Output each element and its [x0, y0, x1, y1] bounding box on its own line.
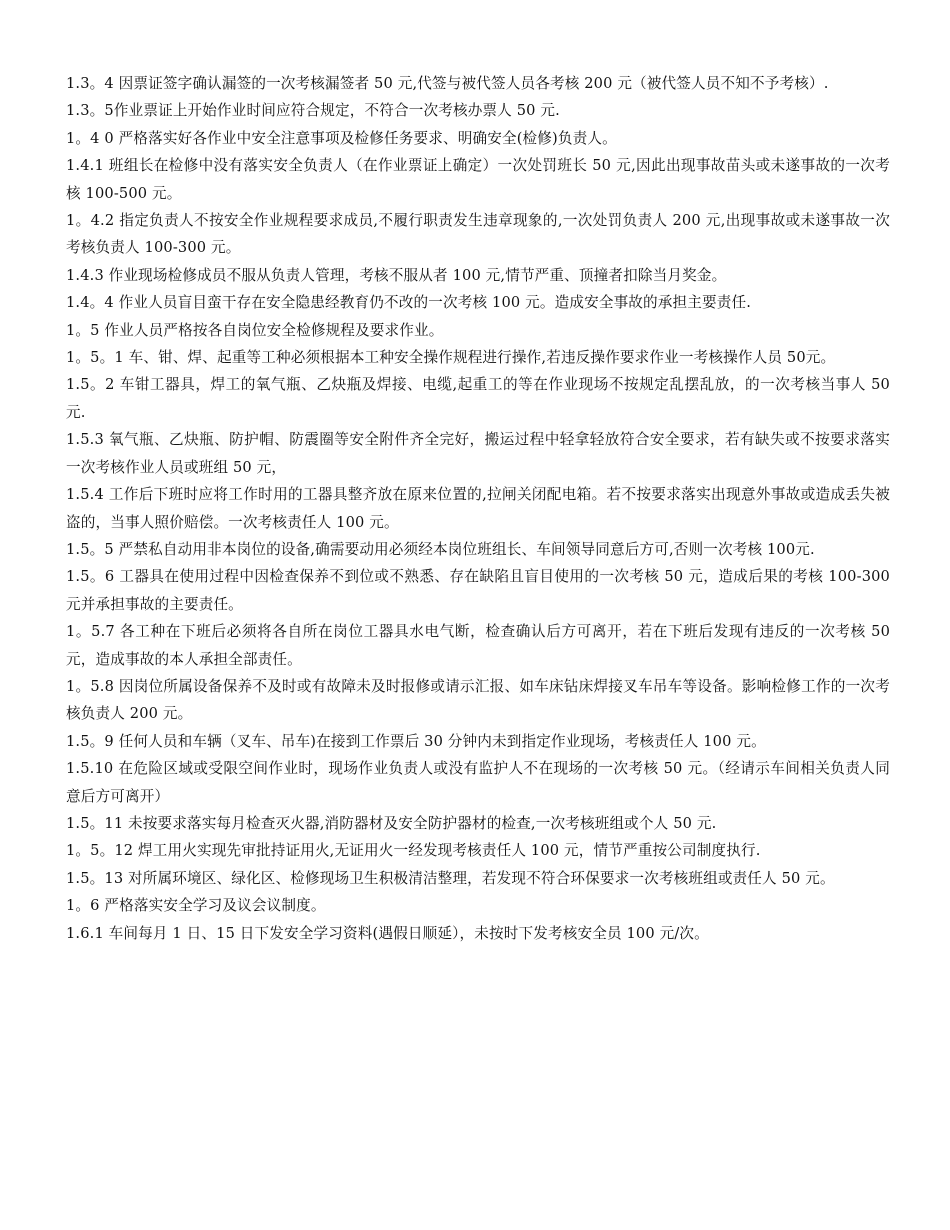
paragraph-1-5-8: 1。5.8 因岗位所属设备保养不及时或有故障未及时报修或请示汇报、如车床钻床焊接叉车吊车等设备。影响检修工作的一次考核负责人 200 元。: [66, 677, 890, 723]
paragraph-1-5-2: 1.5。2 车钳工器具，焊工的氧气瓶、乙炔瓶及焊接、电缆,起重工的等在作业现场不按规定乱摆乱放，的一次考核当事人 50 元.: [66, 376, 890, 421]
paragraph-1-5-12: 1。5。12 焊工用火实现先审批持证用火,无证用火一经发现考核责任人 100 元，情节严重按公司制度执行.: [66, 842, 761, 860]
paragraph-1-3-4: 1.3。4 因票证签字确认漏签的一次考核漏签者 50 元,代签与被代签人员各考核 200 元（被代签人员不知不予考核）.: [66, 75, 829, 92]
paragraph-1-5-13: 1.5。13 对所属环境区、绿化区、检修现场卫生积极清洁整理，若发现不符合环保要求一次考核班组或责任人 50 元。: [66, 869, 835, 887]
paragraph-1-5-9: 1.5。9 任何人员和车辆（叉车、吊车)在接到工作票后 30 分钟内未到指定作业现场，考核责任人 100 元。: [66, 732, 766, 750]
paragraph-1-5-5: 1.5。5 严禁私自动用非本岗位的设备,确需要动用必须经本岗位班组长、车间领导同意后方可,否则一次考核 100元.: [66, 540, 815, 558]
paragraph-1-5-3: 1.5.3 氧气瓶、乙炔瓶、防护帽、防震圈等安全附件齐全完好，搬运过程中轻拿轻放符合安全要求，若有缺失或不按要求落实一次考核作业人员或班组 50 元，: [66, 431, 890, 476]
paragraph-1-6: 1。6 严格落实安全学习及议会议制度。: [66, 897, 326, 915]
paragraph-1-5-6: 1.5。6 工器具在使用过程中因检查保养不到位或不熟悉、存在缺陷且盲目使用的一次考核 50 元，造成后果的考核 100-300 元并承担事故的主要责任。: [66, 568, 890, 613]
paragraph-1-4-1: 1.4.1 班组长在检修中没有落实安全负责人（在作业票证上确定）一次处罚班长 50 元,因此出现事故苗头或未遂事故的一次考核 100-500 元。: [66, 157, 890, 202]
paragraph-1-5: 1。5 作业人员严格按各自岗位安全检修规程及要求作业。: [66, 321, 444, 339]
paragraph-1-5-7: 1。5.7 各工种在下班后必须将各自所在岗位工器具水电气断，检查确认后方可离开，若在下班后发现有违反的一次考核 50 元，造成事故的本人承担全部责任。: [66, 623, 890, 668]
paragraph-1-6-1: 1.6.1 车间每月 1 日、15 日下发安全学习资料(遇假日顺延），未按时下发考核安全员 100 元/次。: [66, 924, 709, 942]
paragraph-1-4-0: 1。4 0 严格落实好各作业中安全注意事项及检修任务要求、明确安全(检修)负责人。: [66, 129, 617, 147]
paragraph-1-5-4: 1.5.4 工作后下班时应将工作时用的工器具整齐放在原来位置的,拉闸关闭配电箱。若不按要求落实出现意外事故或造成丢失被盗的，当事人照价赔偿。一次考核责任人 100 元。: [66, 486, 890, 531]
paragraph-1-4-3: 1.4.3 作业现场检修成员不服从负责人管理，考核不服从者 100 元,情节严重、顶撞者扣除当月奖金。: [66, 266, 727, 284]
paragraph-1-5-10: 1.5.10 在危险区域或受限空间作业时，现场作业负责人或没有监护人不在现场的一次考核 50 元。（经请示车间相关负责人同意后方可离开）: [66, 760, 890, 805]
paragraph-1-3-5: 1.3。5作业票证上开始作业时间应符合规定，不符合一次考核办票人 50 元.: [66, 102, 560, 120]
paragraph-1-5-11: 1.5。11 未按要求落实每月检查灭火器,消防器材及安全防护器材的检查,一次考核班组或个人 50 元.: [66, 814, 717, 832]
paragraph-1-4-2: 1。4.2 指定负责人不按安全作业规程要求成员,不履行职责发生违章现象的,一次处罚负责人 200 元,出现事故或未遂事故一次考核负责人 100-300 元。: [66, 212, 890, 257]
paragraph-1-4-4: 1.4。4 作业人员盲目蛮干存在安全隐患经教育仍不改的一次考核 100 元。造成安全事故的承担主要责任.: [66, 294, 752, 312]
paragraph-1-5-1: 1。5。1 车、钳、焊、起重等工种必须根据本工种安全操作规程进行操作,若违反操作要求作业一考核操作人员 50元。: [66, 349, 836, 367]
